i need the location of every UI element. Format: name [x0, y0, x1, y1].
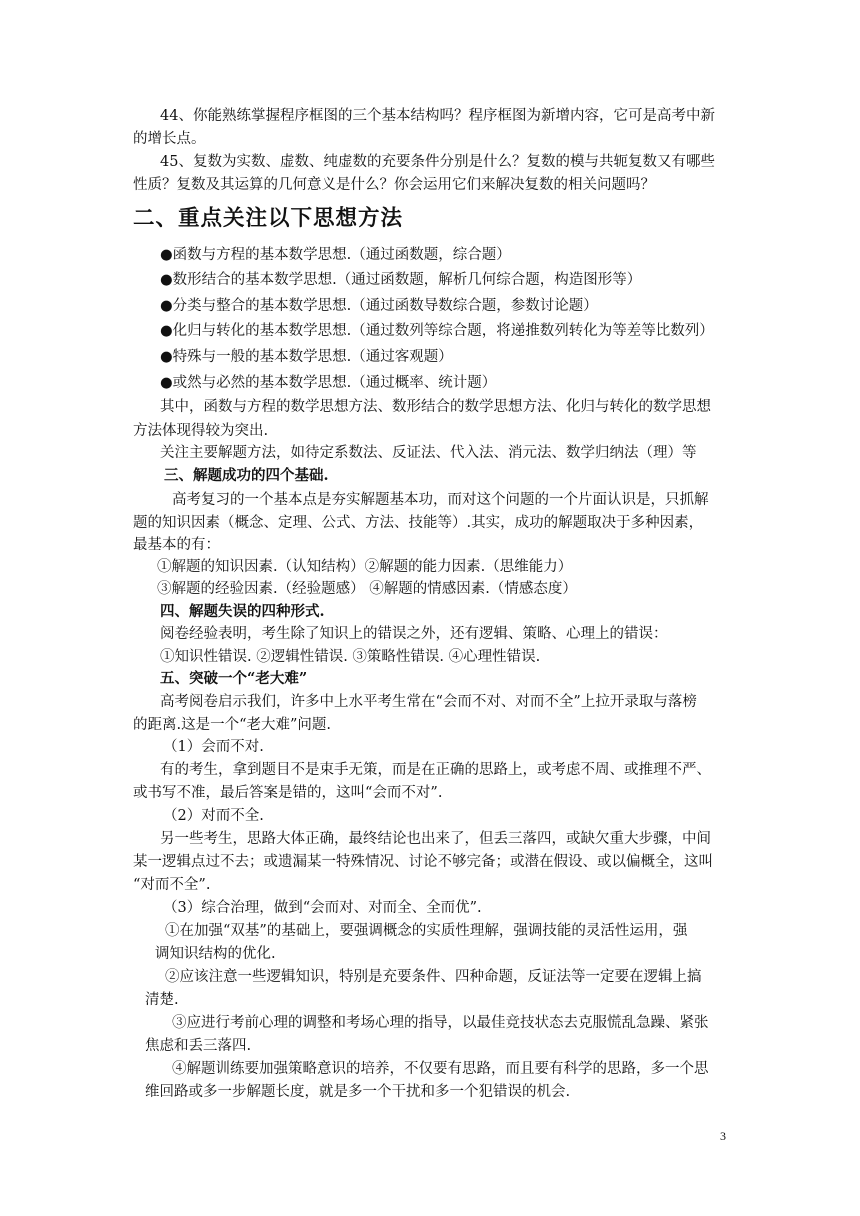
review-paragraph-line-2: 题的知识因素（概念、定理、公式、方法、技能等）.其实，成功的解题取决于多种因素， — [133, 515, 704, 531]
advice-4-line-2: 维回路或多一步解题长度，就是多一个干扰和多一个犯错误的机会. — [145, 1084, 571, 1100]
page-number: 3 — [720, 1129, 726, 1143]
method-bullet-3: ●分类与整合的基本数学思想.（通过函数导数综合题，参数讨论题） — [160, 298, 598, 314]
subsection-1-text-line-2: 或书写不准，最后答案是错的，这叫“会而不对”. — [133, 785, 443, 801]
advice-2-line-1: ②应该注意一些逻辑知识，特别是充要条件、四种命题，反证法等一定要在逻辑上搞 — [165, 969, 702, 985]
advice-3-line-1: ③应进行考前心理的调整和考场心理的指导，以最佳竞技状态去克服慌乱急躁、紧张 — [172, 1015, 709, 1031]
factors-line-1: ①解题的知识因素.（认知结构）②解题的能力因素.（思维能力） — [157, 559, 573, 575]
grading-paragraph: 阅卷经验表明，考生除了知识上的错误之外，还有逻辑、策略、心理上的错误： — [160, 626, 668, 642]
summary-paragraph-line-2: 方法体现得较为突出. — [133, 423, 269, 439]
error-types-line: ①知识性错误. ②逻辑性错误. ③策略性错误. ④心理性错误. — [160, 649, 541, 665]
question-44-line-2: 的增长点。 — [133, 131, 206, 147]
exam-paragraph-line-2: 的距离.这是一个“老大难”问题. — [133, 717, 332, 733]
subsection-2-title: （2）对而不全. — [163, 808, 264, 824]
methods-paragraph: 关注主要解题方法，如待定系数法、反证法、代入法、消元法、数学归纳法（理）等 — [160, 445, 697, 461]
advice-3-line-2: 焦虑和丢三落四. — [145, 1038, 252, 1054]
advice-2-line-2: 清楚. — [145, 992, 179, 1008]
question-44-line-1: 44、你能熟练掌握程序框图的三个基本结构吗？程序框图为新增内容，它可是高考中新 — [160, 108, 715, 124]
section-4-heading: 四、解题失误的四种形式. — [160, 603, 325, 620]
summary-paragraph-line-1: 其中，函数与方程的数学思想方法、数形结合的数学思想方法、化归与转化的数学思想 — [160, 399, 711, 415]
review-paragraph-line-1: 高考复习的一个基本点是夯实解题基本功，而对这个问题的一个片面认识是，只抓解 — [172, 492, 709, 508]
advice-1-line-1: ①在加强“双基”的基础上，要强调概念的实质性理解，强调技能的灵活性运用，强 — [165, 923, 688, 939]
advice-1-line-2: 调知识结构的优化. — [155, 946, 276, 962]
section-5-heading: 五、突破一个“老大难” — [160, 670, 308, 687]
subsection-1-text-line-1: 有的考生，拿到题目不是束手无策，而是在正确的思路上，或考虑不周、或推理不严、 — [160, 762, 711, 778]
method-bullet-1: ●函数与方程的基本数学思想.（通过函数题，综合题） — [160, 247, 511, 263]
exam-paragraph-line-1: 高考阅卷启示我们，许多中上水平考生常在“会而不对、对而不全”上拉开录取与落榜 — [160, 694, 697, 710]
question-45-line-2: 性质？复数及其运算的几何意义是什么？你会运用它们来解决复数的相关问题吗？ — [133, 177, 655, 193]
subsection-2-text-line-3: “对而不全”. — [133, 877, 211, 893]
question-45-line-1: 45、复数为实数、虚数、纯虚数的充要条件分别是什么？复数的模与共轭复数又有哪些 — [160, 154, 715, 170]
subsection-2-text-line-1: 另一些考生，思路大体正确，最终结论也出来了，但丢三落四，或缺欠重大步骤，中间 — [160, 831, 711, 847]
review-paragraph-line-3: 最基本的有： — [133, 537, 220, 553]
method-bullet-2: ●数形结合的基本数学思想.（通过函数题，解析几何综合题，构造图形等） — [160, 272, 642, 288]
method-bullet-4: ●化归与转化的基本数学思想.（通过数列等综合题，将递推数列转化为等差等比数列） — [160, 323, 714, 339]
subsection-1-title: （1）会而不对. — [163, 739, 264, 755]
subsection-3-title: （3）综合治理，做到“会而对、对而全、全而优”. — [163, 900, 482, 916]
method-bullet-6: ●或然与必然的基本数学思想.（通过概率、统计题） — [160, 375, 497, 391]
factors-line-2: ③解题的经验因素.（经验题感） ④解题的情感因素.（情感态度） — [157, 581, 577, 597]
method-bullet-5: ●特殊与一般的基本数学思想.（通过客观题） — [160, 349, 453, 365]
section-3-heading: 三、解题成功的四个基础. — [164, 467, 329, 484]
subsection-2-text-line-2: 某一逻辑点过不去；或遗漏某一特殊情况、讨论不够完备；或潜在假设、或以偏概全，这叫 — [133, 854, 713, 870]
advice-4-line-1: ④解题训练要加强策略意识的培养，不仅要有思路，而且要有科学的思路，多一个思 — [172, 1061, 709, 1077]
section-2-heading: 二、重点关注以下思想方法 — [133, 206, 404, 231]
